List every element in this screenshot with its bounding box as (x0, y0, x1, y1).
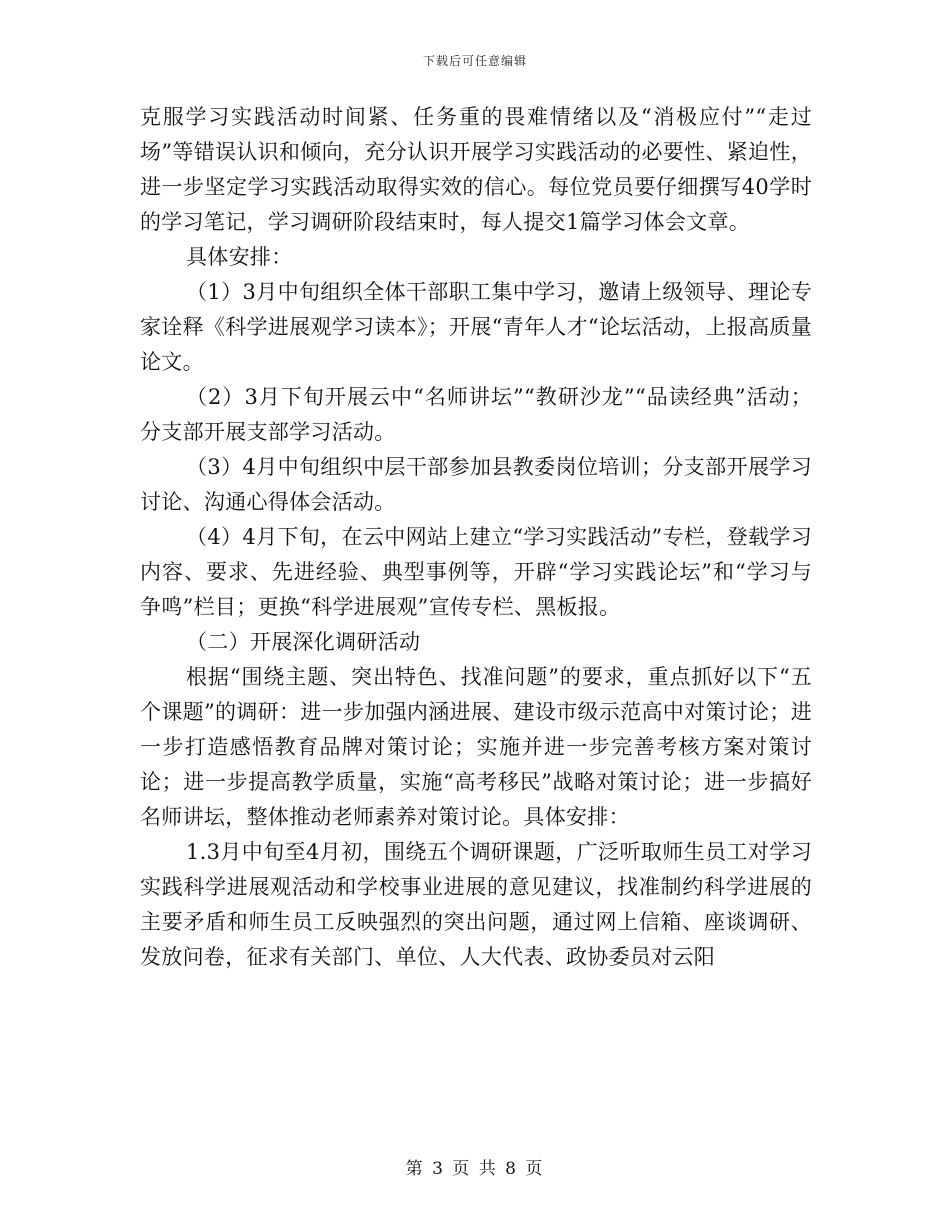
paragraph-item-4: （4）4月下旬，在云中网站上建立“学习实践活动”专栏，登载学习内容、要求、先进经验、典型事例等，开辟“学习实践论坛”和“学习与争鸣”栏目；更换“科学进展观”宣传专栏、黑板报。 (140, 525, 812, 619)
paragraph-item-3: （3）4月中旬组织中层干部参加县教委岗位培训；分支部开展学习讨论、沟通心得体会活动。 (140, 455, 812, 514)
document-body (140, 100, 812, 975)
paragraph-item-2: （2）3月下旬开展云中“名师讲坛”“教研沙龙”“品读经典”活动；分支部开展支部学习活动。 (140, 385, 812, 444)
section-heading-research: （二）开展深化调研活动 (186, 630, 421, 654)
paragraph-research-step-1: 1.3月中旬至4月初，围绕五个调研课题，广泛听取师生员工对学习实践科学进展观活动和学校事业进展的意见建议，找准制约科学进展的主要矛盾和师生员工反映强烈的突出问题，通过网上信箱、座谈调研、发放问卷，征求有关部门、单位、人大代表、政协委员对云阳 (140, 840, 812, 969)
paragraph-intro: 克服学习实践活动时间紧、任务重的畏难情绪以及“消极应付”“走过场”等错误认识和倾向，充分认识开展学习实践活动的必要性、紧迫性，进一步坚定学习实践活动取得实效的信心。每位党员要仔细撰写40学时的学习笔记，学习调研阶段结束时，每人提交1篇学习体会文章。 (140, 105, 812, 234)
page-number-footer: 第 3 页 共 8 页 (405, 1159, 545, 1179)
paragraph-item-1: （1）3月中旬组织全体干部职工集中学习，邀请上级领导、理论专家诠释《科学进展观学习读本》；开展“青年人才“论坛活动，上报高质量论文。 (140, 280, 812, 374)
page-header-note: 下载后可任意编辑 (422, 54, 527, 68)
paragraph-schedule-heading: 具体安排： (186, 245, 293, 269)
paragraph-research-topics: 根据“围绕主题、突出特色、找准问题”的要求，重点抓好以下“五个课题”的调研：进一步加强内涵进展、建设市级示范高中对策讨论；进一步打造感悟教育品牌对策讨论；实施并进一步完善考核方案对策讨论；进一步提高教学质量，实施“高考移民”战略对策讨论；进一步搞好名师讲坛，整体推动老师素养对策讨论。具体安排： (140, 665, 812, 829)
